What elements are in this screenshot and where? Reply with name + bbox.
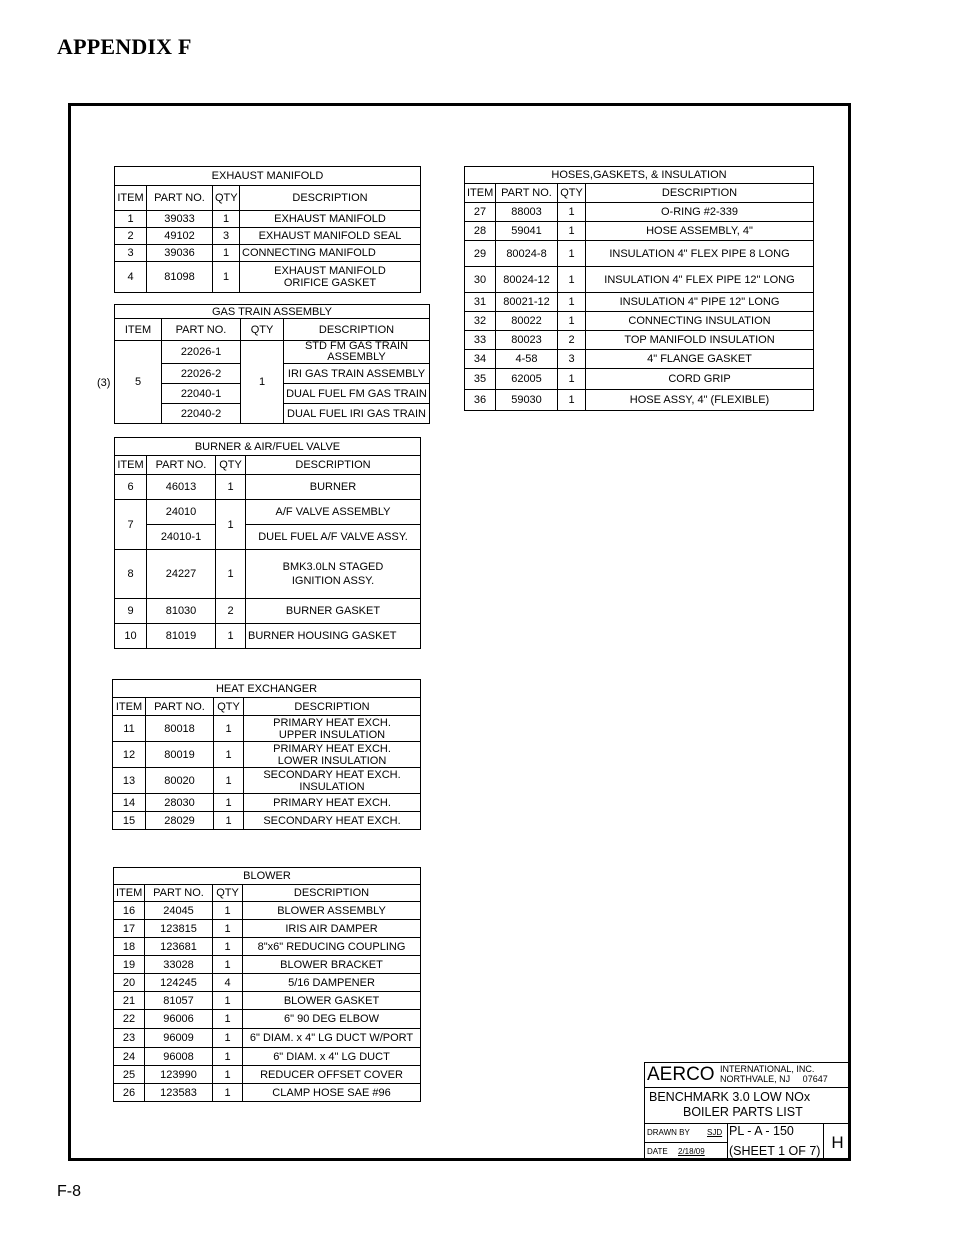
part-no-cell: 59030 (496, 390, 558, 411)
date-value: 2/18/09 (678, 1147, 705, 1156)
description-cell: 4" FLANGE GASKET (586, 350, 814, 369)
description-cell: EXHAUST MANIFOLD (240, 211, 421, 228)
table-row (113, 812, 421, 830)
column-header: QTY (558, 184, 586, 203)
description-cell: BLOWER ASSEMBLY (243, 902, 421, 920)
part-no-cell: 22026-2 (162, 364, 241, 384)
item-cell: 14 (113, 794, 146, 812)
item-cell: 35 (465, 369, 496, 390)
part-no-cell: 33028 (145, 956, 213, 974)
description-cell: STD FM GAS TRAIN ASSEMBLY (284, 341, 430, 364)
title-block (644, 1062, 849, 1160)
qty-cell: 1 (216, 624, 246, 649)
column-header: DESCRIPTION (586, 184, 814, 203)
column-header: PART NO. (147, 186, 213, 211)
description-cell: BMK3.0LN STAGED IGNITION ASSY. (246, 550, 421, 599)
item-cell: 1 (115, 211, 147, 228)
qty-cell: 1 (216, 500, 246, 550)
table-row (113, 794, 421, 812)
table-row (114, 1029, 421, 1048)
part-no-cell: 88003 (496, 203, 558, 222)
table-row (115, 262, 421, 293)
description-cell: O-RING #2-339 (586, 203, 814, 222)
table-row (465, 312, 814, 331)
qty-cell: 1 (214, 742, 244, 768)
exhaust-manifold-table (114, 166, 421, 293)
description-cell: SECONDARY HEAT EXCH. INSULATION (244, 768, 421, 794)
table-row (465, 293, 814, 312)
table-row (115, 550, 421, 599)
drawing-title (645, 1088, 850, 1124)
qty-cell: 1 (558, 312, 586, 331)
item-cell: 6 (115, 475, 147, 500)
item-cell: 32 (465, 312, 496, 331)
part-no-cell: 80022 (496, 312, 558, 331)
description-cell: DUAL FUEL FM GAS TRAIN (284, 384, 430, 404)
burner-table (114, 437, 421, 649)
item-cell: 29 (465, 241, 496, 267)
description-cell: 6" 90 DEG ELBOW (243, 1010, 421, 1029)
description-cell: CONNECTING INSULATION (586, 312, 814, 331)
item-cell: 19 (114, 956, 145, 974)
table-row (114, 920, 421, 938)
table-row (113, 716, 421, 742)
part-no-cell: 123815 (145, 920, 213, 938)
qty-cell: 1 (213, 938, 243, 956)
table-row (115, 525, 421, 550)
part-no-cell: 28030 (146, 794, 214, 812)
title-block-company-row (645, 1063, 850, 1088)
qty-cell: 1 (213, 992, 243, 1010)
item-cell: 26 (114, 1084, 145, 1102)
company-address-line2: NORTHVALE, NJ 07647 (720, 1074, 828, 1084)
item-cell: 27 (465, 203, 496, 222)
item-cell: 12 (113, 742, 146, 768)
drawn-by-cell (645, 1124, 728, 1143)
description-cell: INSULATION 4" FLEX PIPE 12" LONG (586, 267, 814, 293)
item-cell: 11 (113, 716, 146, 742)
description-cell: BURNER GASKET (246, 599, 421, 624)
table-row (465, 222, 814, 241)
part-no-cell: 46013 (147, 475, 216, 500)
qty-cell: 1 (213, 920, 243, 938)
part-no-cell: 81098 (147, 262, 213, 293)
item-cell: 36 (465, 390, 496, 411)
table-row (465, 390, 814, 411)
item-cell: 21 (114, 992, 145, 1010)
item-cell: 23 (114, 1029, 145, 1048)
qty-cell: 1 (213, 262, 240, 293)
table-title: GAS TRAIN ASSEMBLY (115, 305, 430, 319)
table-row (113, 742, 421, 768)
description-cell: BLOWER GASKET (243, 992, 421, 1010)
item-cell: 25 (114, 1066, 145, 1084)
qty-cell: 1 (213, 1084, 243, 1102)
qty-cell: 1 (558, 222, 586, 241)
column-header: DESCRIPTION (284, 319, 430, 341)
column-header: ITEM (115, 186, 147, 211)
qty-cell: 1 (213, 1048, 243, 1066)
part-no-cell: 24045 (145, 902, 213, 920)
table-title: HEAT EXCHANGER (113, 680, 421, 698)
description-cell: TOP MANIFOLD INSULATION (586, 331, 814, 350)
item-cell: 33 (465, 331, 496, 350)
company-address (720, 1064, 828, 1084)
table-row (114, 974, 421, 992)
quantity-note: (3) (97, 377, 111, 389)
column-header: PART NO. (145, 885, 213, 902)
part-no-cell: 80024-8 (496, 241, 558, 267)
item-cell: 22 (114, 1010, 145, 1029)
description-cell: PRIMARY HEAT EXCH. (244, 794, 421, 812)
table-row (114, 956, 421, 974)
part-no-cell: 62005 (496, 369, 558, 390)
part-no-cell: 80020 (146, 768, 214, 794)
drawn-by-label: DRAWN BY (647, 1128, 690, 1137)
table-row (465, 350, 814, 369)
part-no-cell: 24227 (147, 550, 216, 599)
description-cell: 5/16 DAMPENER (243, 974, 421, 992)
qty-cell: 1 (216, 475, 246, 500)
table-title: BLOWER (114, 868, 421, 885)
qty-cell: 1 (213, 956, 243, 974)
part-no-cell: 96009 (145, 1029, 213, 1048)
qty-cell: 1 (213, 1010, 243, 1029)
table-row (115, 500, 421, 525)
table-row (115, 211, 421, 228)
column-header: QTY (216, 456, 246, 475)
column-header: ITEM (465, 184, 496, 203)
table-row (465, 241, 814, 267)
part-no-cell: 59041 (496, 222, 558, 241)
part-no-cell: 81019 (147, 624, 216, 649)
item-cell: 28 (465, 222, 496, 241)
table-row (115, 624, 421, 649)
table-row (465, 267, 814, 293)
page-number: F-8 (57, 1183, 81, 1200)
table-row (115, 341, 430, 364)
item-cell: 8 (115, 550, 147, 599)
table-title: BURNER & AIR/FUEL VALVE (115, 438, 421, 456)
qty-cell: 1 (214, 794, 244, 812)
part-no-cell: 123681 (145, 938, 213, 956)
description-cell: 6" DIAM. x 4" LG DUCT W/PORT (243, 1029, 421, 1048)
item-cell: 3 (115, 245, 147, 262)
description-cell: IRIS AIR DAMPER (243, 920, 421, 938)
table-row (114, 1048, 421, 1066)
item-cell: 30 (465, 267, 496, 293)
description-cell: DUAL FUEL IRI GAS TRAIN (284, 404, 430, 424)
date-label: DATE (647, 1147, 668, 1156)
heat-exchanger-table (112, 679, 421, 830)
part-no-cell: 24010-1 (147, 525, 216, 550)
description-cell: EXHAUST MANIFOLD ORIFICE GASKET (240, 262, 421, 293)
table-row (115, 245, 421, 262)
column-header: QTY (241, 319, 284, 341)
qty-cell: 1 (558, 293, 586, 312)
table-row (114, 1010, 421, 1029)
part-no-cell: 96006 (145, 1010, 213, 1029)
part-no-cell: 22040-2 (162, 404, 241, 424)
description-cell: CORD GRIP (586, 369, 814, 390)
item-cell: 7 (115, 500, 147, 550)
qty-cell: 2 (216, 599, 246, 624)
qty-cell: 1 (558, 267, 586, 293)
table-row (113, 768, 421, 794)
part-no-cell: 39036 (147, 245, 213, 262)
part-no-cell: 123583 (145, 1084, 213, 1102)
qty-cell: 3 (213, 228, 240, 245)
appendix-title: APPENDIX F (57, 34, 192, 59)
description-cell: 6" DIAM. x 4" LG DUCT (243, 1048, 421, 1066)
qty-cell: 1 (214, 768, 244, 794)
description-cell: 8"x6" REDUCING COUPLING (243, 938, 421, 956)
qty-cell: 3 (558, 350, 586, 369)
qty-cell: 1 (213, 245, 240, 262)
column-header: DESCRIPTION (243, 885, 421, 902)
description-cell: CLAMP HOSE SAE #96 (243, 1084, 421, 1102)
item-cell: 20 (114, 974, 145, 992)
table-row (114, 938, 421, 956)
description-cell: INSULATION 4" FLEX PIPE 8 LONG (586, 241, 814, 267)
description-cell: PRIMARY HEAT EXCH. UPPER INSULATION (244, 716, 421, 742)
qty-cell: 1 (213, 211, 240, 228)
description-cell: BLOWER BRACKET (243, 956, 421, 974)
sheet-number: (SHEET 1 OF 7) (729, 1144, 821, 1158)
item-cell: 34 (465, 350, 496, 369)
column-header: ITEM (113, 698, 146, 716)
description-cell: REDUCER OFFSET COVER (243, 1066, 421, 1084)
item-cell: 31 (465, 293, 496, 312)
item-cell: 5 (115, 341, 162, 424)
qty-cell: 1 (558, 241, 586, 267)
qty-cell: 1 (213, 1066, 243, 1084)
item-cell: 2 (115, 228, 147, 245)
item-cell: 4 (115, 262, 147, 293)
column-header: QTY (213, 186, 240, 211)
qty-cell: 1 (214, 812, 244, 830)
column-header: ITEM (115, 456, 147, 475)
drawing-number: PL - A - 150 (729, 1124, 794, 1138)
description-cell: A/F VALVE ASSEMBLY (246, 500, 421, 525)
qty-cell: 4 (213, 974, 243, 992)
item-cell: 16 (114, 902, 145, 920)
description-cell: INSULATION 4" PIPE 12" LONG (586, 293, 814, 312)
revision-letter: H (823, 1124, 851, 1161)
column-header: DESCRIPTION (240, 186, 421, 211)
description-cell: BURNER HOUSING GASKET (246, 624, 421, 649)
description-cell: PRIMARY HEAT EXCH. LOWER INSULATION (244, 742, 421, 768)
table-row (115, 475, 421, 500)
drawn-by-value: SJD (707, 1128, 723, 1137)
qty-cell: 1 (216, 550, 246, 599)
item-cell: 17 (114, 920, 145, 938)
table-row (114, 1066, 421, 1084)
part-no-cell: 81057 (145, 992, 213, 1010)
qty-cell: 1 (558, 390, 586, 411)
item-cell: 24 (114, 1048, 145, 1066)
part-no-cell: 80019 (146, 742, 214, 768)
hoses-gaskets-table (464, 166, 814, 411)
drawing-title-line1: BENCHMARK 3.0 LOW NOx (649, 1090, 811, 1104)
title-block-grid (645, 1124, 850, 1161)
part-no-cell: 81030 (147, 599, 216, 624)
part-no-cell: 4-58 (496, 350, 558, 369)
part-no-cell: 39033 (147, 211, 213, 228)
date-cell (645, 1143, 728, 1161)
table-row (465, 369, 814, 390)
table-title: EXHAUST MANIFOLD (115, 167, 421, 186)
description-cell: DUEL FUEL A/F VALVE ASSY. (246, 525, 421, 550)
table-row (114, 992, 421, 1010)
column-header: PART NO. (146, 698, 214, 716)
column-header: PART NO. (496, 184, 558, 203)
qty-cell: 1 (241, 341, 284, 424)
company-address-line1: INTERNATIONAL, INC. (720, 1064, 815, 1074)
qty-cell: 1 (213, 1029, 243, 1048)
column-header: PART NO. (162, 319, 241, 341)
table-row (465, 331, 814, 350)
column-header: DESCRIPTION (246, 456, 421, 475)
description-cell: SECONDARY HEAT EXCH. (244, 812, 421, 830)
description-cell: HOSE ASSY, 4" (FLEXIBLE) (586, 390, 814, 411)
gas-train-table (114, 304, 430, 424)
qty-cell: 1 (213, 902, 243, 920)
part-no-cell: 28029 (146, 812, 214, 830)
table-row (115, 599, 421, 624)
part-no-cell: 80021-12 (496, 293, 558, 312)
part-no-cell: 96008 (145, 1048, 213, 1066)
blower-table (113, 867, 421, 1102)
qty-cell: 2 (558, 331, 586, 350)
column-header: ITEM (114, 885, 145, 902)
part-no-cell: 22040-1 (162, 384, 241, 404)
qty-cell: 1 (214, 716, 244, 742)
description-cell: IRI GAS TRAIN ASSEMBLY (284, 364, 430, 384)
item-cell: 9 (115, 599, 147, 624)
table-row (115, 228, 421, 245)
drawing-title-line2: BOILER PARTS LIST (683, 1105, 803, 1119)
column-header: QTY (214, 698, 244, 716)
column-header: DESCRIPTION (244, 698, 421, 716)
description-cell: BURNER (246, 475, 421, 500)
part-no-cell: 123990 (145, 1066, 213, 1084)
item-cell: 15 (113, 812, 146, 830)
item-cell: 13 (113, 768, 146, 794)
part-no-cell: 22026-1 (162, 341, 241, 364)
part-no-cell: 80023 (496, 331, 558, 350)
table-row (465, 203, 814, 222)
column-header: QTY (213, 885, 243, 902)
description-cell: HOSE ASSEMBLY, 4" (586, 222, 814, 241)
part-no-cell: 80018 (146, 716, 214, 742)
table-row (114, 1084, 421, 1102)
table-row (114, 902, 421, 920)
description-cell: CONNECTING MANIFOLD (240, 245, 421, 262)
item-cell: 18 (114, 938, 145, 956)
column-header: PART NO. (147, 456, 216, 475)
part-no-cell: 124245 (145, 974, 213, 992)
part-no-cell: 49102 (147, 228, 213, 245)
part-no-cell: 24010 (147, 500, 216, 525)
description-cell: EXHAUST MANIFOLD SEAL (240, 228, 421, 245)
qty-cell: 1 (558, 203, 586, 222)
column-header: ITEM (115, 319, 162, 341)
item-cell: 10 (115, 624, 147, 649)
qty-cell: 1 (558, 369, 586, 390)
part-no-cell: 80024-12 (496, 267, 558, 293)
company-name: AERCO (647, 1064, 715, 1085)
table-title: HOSES,GASKETS, & INSULATION (465, 167, 814, 184)
